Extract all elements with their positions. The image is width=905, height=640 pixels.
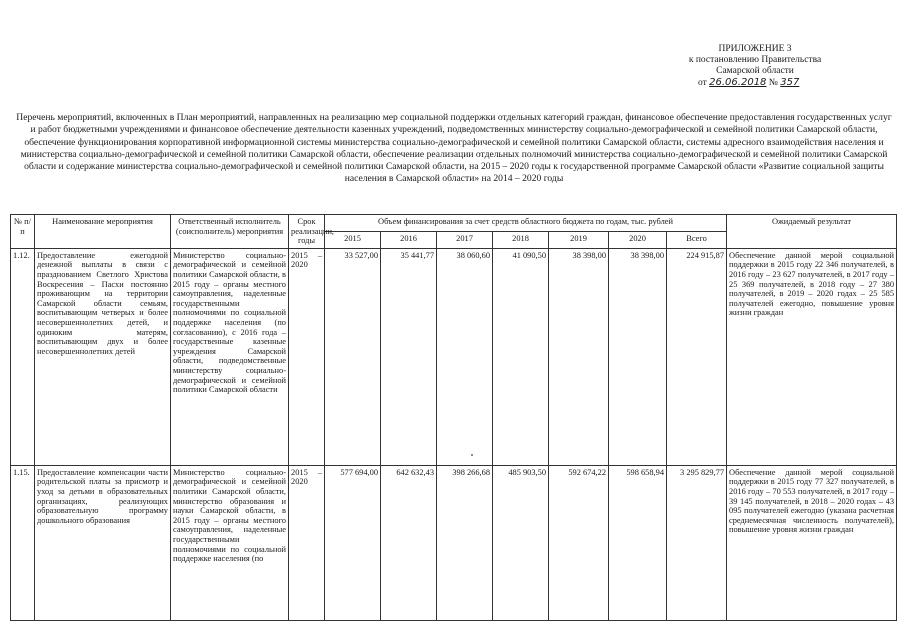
header-year: 2016	[381, 231, 437, 248]
row-responsible: Министерство социально-демографической и семейной политики Самарской области, в 2015 году – органы местного самоуправления, наделенные государственными полномочиями по социальной поддержке населения (по согласованию), с 2016 года – государственные казенные учреждения Самарской области, подведомственные министерству социально-демографической и семейной политики Самарской области	[171, 248, 289, 465]
row-value: 41 090,50	[493, 248, 549, 465]
header-year: 2015	[325, 231, 381, 248]
appendix-line-1: к постановлению Правительства	[688, 55, 822, 65]
header-funding: Объем финансирования за счет средств областного бюджета по годам, тыс. рублей	[325, 215, 727, 232]
date-prefix: от	[698, 78, 707, 88]
header-term: Срок реализации, годы	[289, 215, 325, 249]
row-value: 398 266,68	[437, 465, 493, 620]
header-num: № п/п	[11, 215, 35, 249]
header-year: 2019	[549, 231, 609, 248]
row-value: 598 658,94	[609, 465, 667, 620]
row-num: 1.12.	[11, 248, 35, 465]
header-year: 2020	[609, 231, 667, 248]
number-handwritten: 357	[780, 77, 800, 88]
row-value: 592 674,22	[549, 465, 609, 620]
row-value: 38 398,00	[609, 248, 667, 465]
row-value: 38 398,00	[549, 248, 609, 465]
document-heading: Перечень мероприятий, включенных в План мероприятий, направленных на реализацию мер социальной поддержки отдельных категорий граждан, финансовое обеспечение предоставления государственных услуг и работ бюджетными учреждениями и финансовое обеспечение деятельности казенных учреждений, подведомственных министерству социально-демографической и семейной политики Самарской области, обеспечение функционирования корпоративной информационной системы министерства социально-демографической и семейной политики Самарской области, системы адресного взаимодействия населения и министерства социально-демографической и семейной политики Самарской области, обеспечение реализации отдельных полномочий министерства социально-демографической и семейной политики Самарской области и содержание министерства социально-демографической и семейной политики Самарской области, на 2015 – 2020 годы к государственной программе Самарской области «Развитие социальной защиты населения в Самарской области» на 2014 – 2020 годы	[16, 112, 892, 185]
row-result: Обеспечение данной мерой социальной поддержки в 2015 году 22 346 получателей, в 2016 году – 23 627 получателей, в 2017 году – 25 369 получателей, в 2018 году – 27 380 получателей, в 2019 – 2020 годах – 25 585 получателей ежегодно, повышение уровня жизни граждан	[727, 248, 897, 465]
header-total: Всего	[667, 231, 727, 248]
appendix-title: ПРИЛОЖЕНИЕ 3	[718, 44, 792, 54]
number-prefix: №	[768, 78, 778, 88]
date-handwritten: 26.06.2018	[709, 77, 767, 88]
appendix-block	[640, 44, 870, 89]
table-row	[11, 465, 897, 620]
row-value: 35 441,77	[381, 248, 437, 465]
row-value: 577 694,00	[325, 465, 381, 620]
row-num: 1.15.	[11, 465, 35, 620]
row-result: Обеспечение данной мерой социальной поддержки в 2015 году 77 327 получателей, в 2016 году – 70 553 получателей, в 2017 году – 39 145 получателей, в 2018 – 2020 годах – 43 095 получателей ежегодно (указана расчетная среднемесячная численность получателей), повышение уровня жизни граждан	[727, 465, 897, 620]
header-result: Ожидаемый результат	[727, 215, 897, 249]
appendix-line-2: Самарской области	[716, 66, 794, 76]
row-value: 642 632,43	[381, 465, 437, 620]
header-year: 2017	[437, 231, 493, 248]
row-term: 2015 – 2020	[289, 248, 325, 465]
row-total: 3 295 829,77	[667, 465, 727, 620]
header-year: 2018	[493, 231, 549, 248]
row-name: Предоставление ежегодной денежной выплаты в связи с празднованием Светлого Христова Воскресения – Пасхи постоянно проживающим на территории Самарской области семьям, воспитывающим четверых и более несовершеннолетних детей, и одиноким матерям, воспитывающим двух и более несовершеннолетних детей	[35, 248, 171, 465]
appendix-date-line	[640, 77, 870, 89]
row-value: 33 527,00	[325, 248, 381, 465]
row-total: 224 915,87	[667, 248, 727, 465]
row-value: 485 903,50	[493, 465, 549, 620]
header-name: Наименование мероприятия	[35, 215, 171, 249]
table-row	[11, 248, 897, 465]
measures-table	[10, 214, 897, 621]
header-responsible: Ответственный исполнитель (соисполнитель) мероприятия	[171, 215, 289, 249]
row-value: 38 060,60	[437, 248, 493, 465]
scan-speck	[471, 454, 473, 456]
row-term: 2015 – 2020	[289, 465, 325, 620]
row-name: Предоставление компенсации части родительской платы за присмотр и уход за детьми в образовательных организациях, реализующих образовательную программу дошкольного образования	[35, 465, 171, 620]
row-responsible: Министерство социально-демографической и семейной политики Самарской области, министерство образования и науки Самарской области, в 2015 году – органы местного самоуправления, наделенные государственными полномочиями по социальной поддержке населения (по	[171, 465, 289, 620]
